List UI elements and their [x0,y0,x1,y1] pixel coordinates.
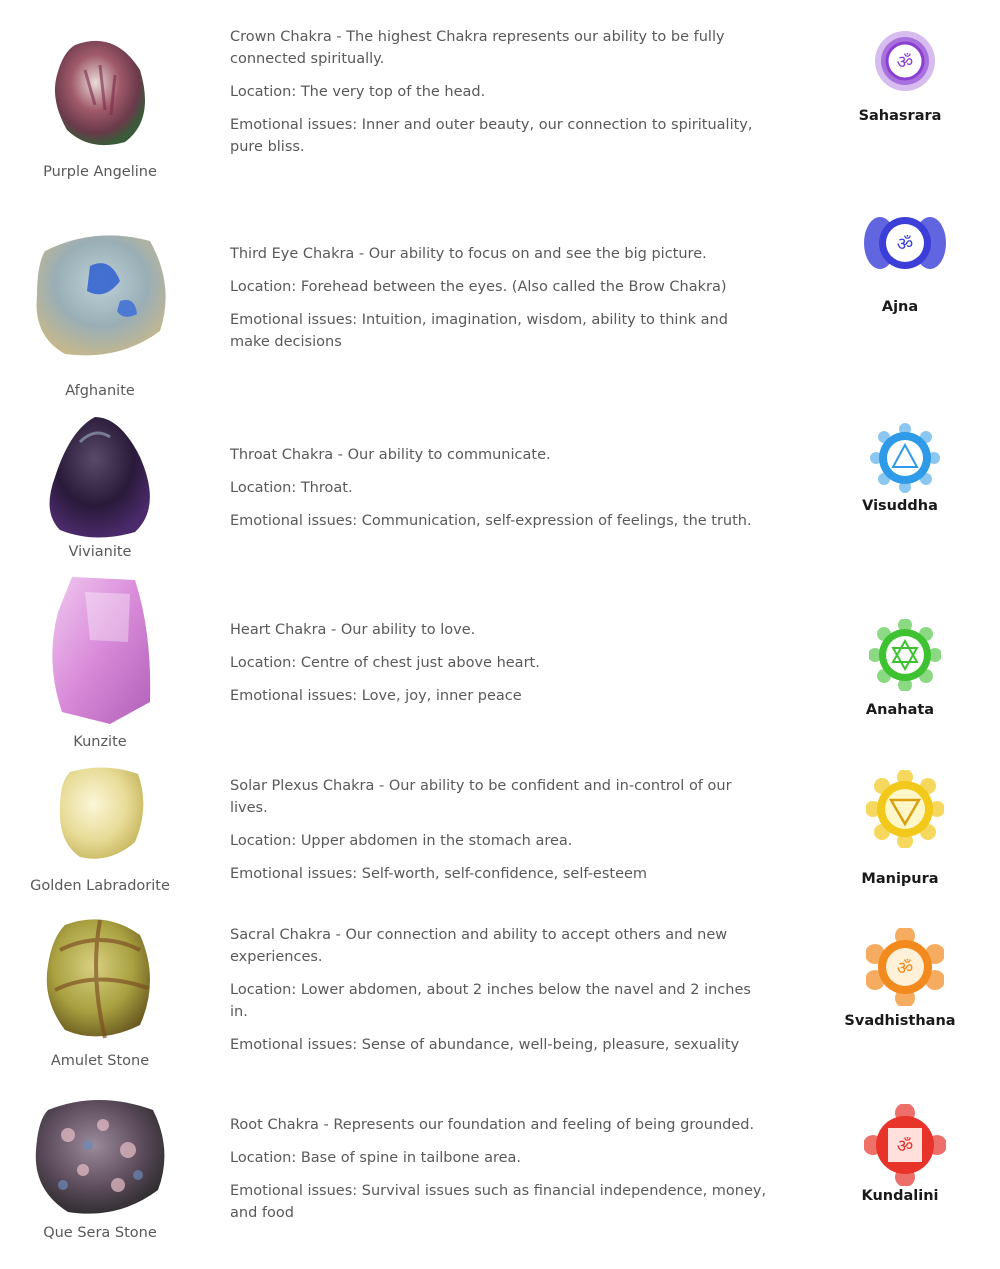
chakra-description [230,444,770,543]
chakra-title: Solar Plexus Chakra - Our ability to be confident and in-control of our lives. [230,778,732,816]
chakra-location: Location: Upper abdomen in the stomach area. [230,833,573,849]
chakra-description [230,26,770,169]
chakra-location: Location: Base of spine in tailbone area. [230,1150,522,1166]
chakra-location: Location: Forehead between the eyes. (Also called the Brow Chakra) [230,279,727,295]
chakra-name: Anahata [865,702,935,718]
svg-text:ॐ: ॐ [896,52,914,73]
chakra-location: Location: Lower abdomen, about 2 inches below the navel and 2 inches in. [230,982,751,1020]
chakra-name: Ajna [881,299,919,315]
que-sera-stone-icon [20,1090,180,1220]
svadhisthana-symbol-icon [845,928,965,1006]
chakra-title: Root Chakra - Represents our foundation and feeling of being grounded. [230,1117,755,1133]
chakra-name: Kundalini [861,1188,939,1204]
chakra-title: Throat Chakra - Our ability to communicate. [230,447,551,463]
stone-name: Golden Labradorite [30,878,170,894]
manipura-symbol-icon [845,770,965,848]
stone-name: Purple Angeline [43,164,157,180]
chakra-description [230,775,770,896]
chakra-location: Location: Centre of chest just above heart. [230,655,540,671]
svg-text:ॐ: ॐ [896,1136,914,1157]
chakra-description [230,1114,770,1235]
golden-labradorite-stone-icon [20,762,180,864]
afghanite-stone-icon [20,226,180,361]
chakra-name: Svadhisthana [844,1013,956,1029]
kunzite-stone-icon [20,572,180,732]
stone-name: Amulet Stone [50,1053,150,1069]
visuddha-symbol-icon [845,423,965,493]
purple-angeline-stone-icon [20,30,180,150]
chakra-emotional-issues: Emotional issues: Sense of abundance, well-being, pleasure, sexuality [230,1037,740,1053]
chakra-name: Manipura [861,871,939,887]
kundalini-symbol-icon [845,1104,965,1186]
amulet-stone-icon [20,910,180,1045]
ajna-symbol-icon [845,207,965,279]
chakra-title: Heart Chakra - Our ability to love. [230,622,476,638]
chakra-emotional-issues: Emotional issues: Love, joy, inner peace [230,688,522,704]
chakra-emotional-issues: Emotional issues: Inner and outer beauty, our connection to spirituality, pure bliss. [230,117,753,155]
vivianite-stone-icon [20,412,180,542]
chakra-description [230,619,770,718]
stone-name: Vivianite [68,544,132,560]
chakra-name: Visuddha [862,498,938,514]
chakra-emotional-issues: Emotional issues: Survival issues such as financial independence, money, and food [230,1183,767,1221]
chakra-emotional-issues: Emotional issues: Communication, self-expression of feelings, the truth. [230,513,752,529]
chakra-title: Crown Chakra - The highest Chakra represents our ability to be fully connected spiritually. [230,29,725,67]
chakra-description [230,243,770,364]
chakra-name: Sahasrara [858,108,942,124]
anahata-symbol-icon [845,619,965,691]
svg-text:ॐ: ॐ [896,958,914,979]
svg-text:ॐ: ॐ [896,234,914,255]
stone-name: Kunzite [73,734,127,750]
chakra-emotional-issues: Emotional issues: Self-worth, self-confidence, self-esteem [230,866,648,882]
chakra-description [230,924,770,1067]
chakra-emotional-issues: Emotional issues: Intuition, imagination, wisdom, ability to think and make decisions [230,312,728,350]
stone-name: Que Sera Stone [43,1225,157,1241]
chakra-title: Sacral Chakra - Our connection and ability to accept others and new experiences. [230,927,728,965]
chakra-title: Third Eye Chakra - Our ability to focus on and see the big picture. [230,246,707,262]
sahasrara-symbol-icon [845,25,965,97]
stone-name: Afghanite [65,383,135,399]
chakra-location: Location: The very top of the head. [230,84,486,100]
chakra-location: Location: Throat. [230,480,353,496]
